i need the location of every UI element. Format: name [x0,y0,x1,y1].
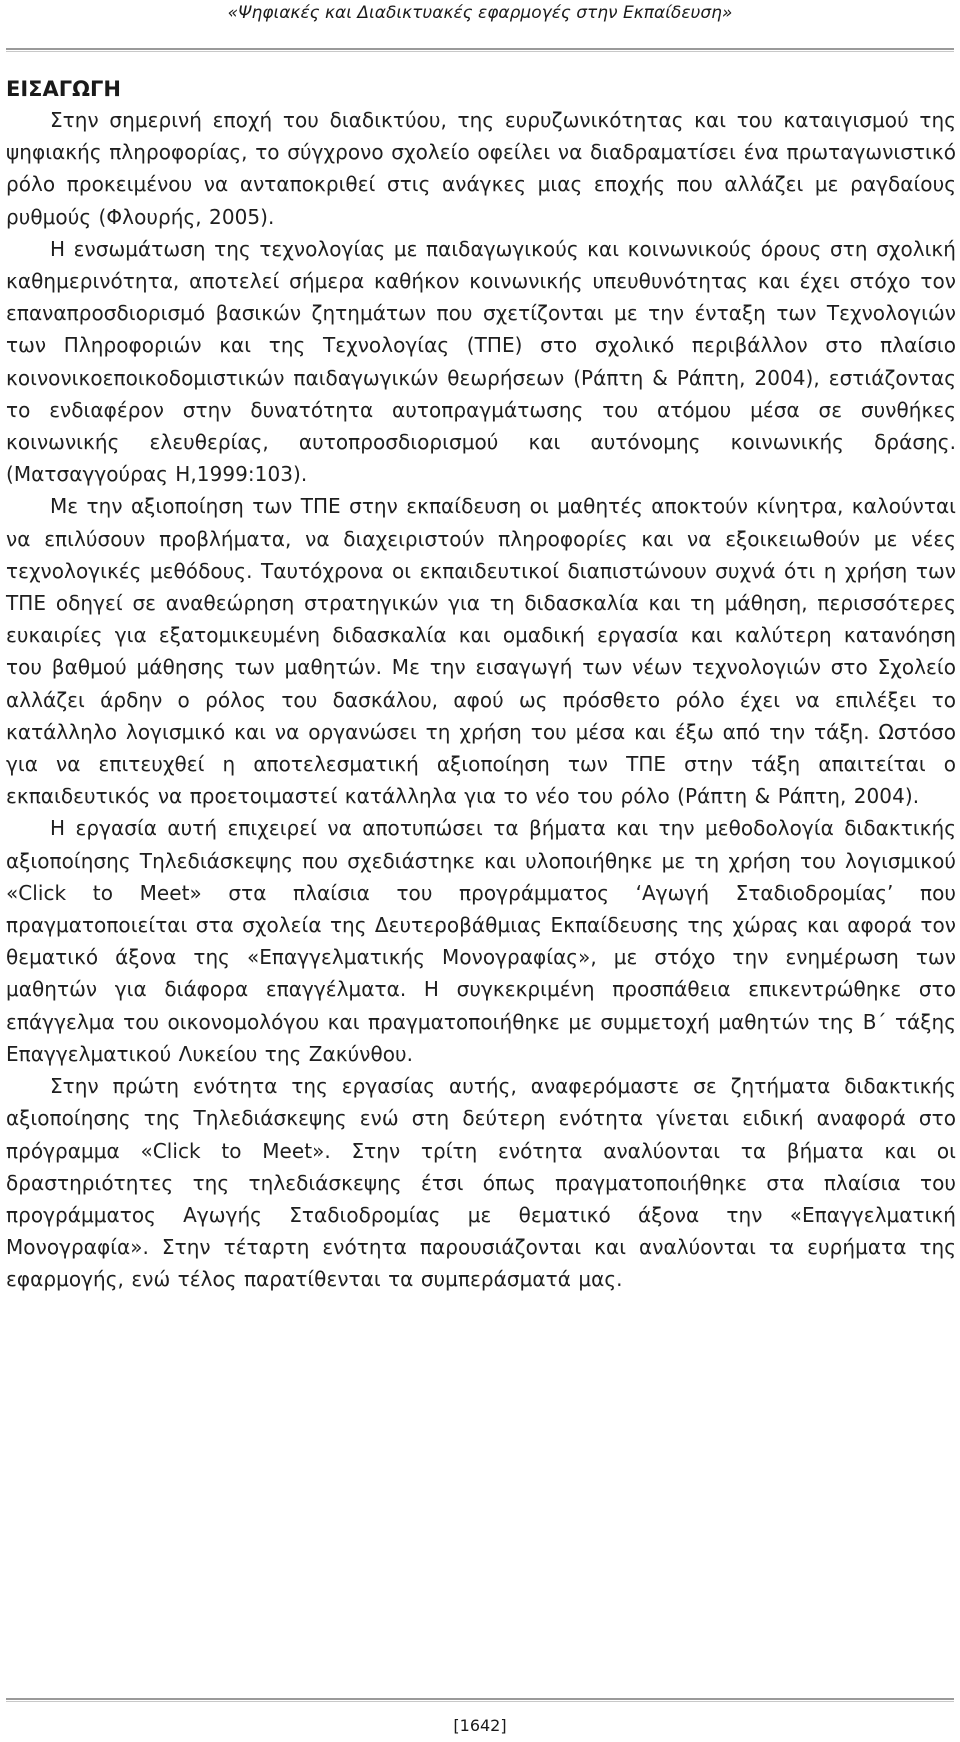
page-header [0,0,960,40]
footer-divider [6,1698,954,1702]
running-header-title: «Ψηφιακές και Διαδικτυακές εφαρμογές στην Εκπαίδευση» [227,3,733,23]
section-heading: ΕΙΣΑΓΩΓΗ [6,77,121,101]
header-divider [6,48,954,52]
body-paragraph: Η ενσωμάτωση της τεχνολογίας με παιδαγωγικούς και κοινωνικούς όρους στη σχολική καθημερινότητα, αποτελεί σήμερα καθήκον κοινωνικής υπευθυνότητας και έχει στόχο τον επαναπροσδιορισμό βασικών ζητημάτων που σχετίζονται με την ένταξη των Τεχνολογιών των Πληροφοριών και της Τεχνολογίας (ΤΠΕ) στο σχολικό περιβάλλον στο πλαίσιο κοινονικοεποικοδομιστικών παιδαγωγικών θεωρήσεων (Ράπτη & Ράπτη, 2004), εστιάζοντας το ενδιαφέρον στην δυνατότητα αυτοπραγμάτωσης του ατόμου μέσα σε συνθήκες κοινωνικής ελευθερίας, αυτοπροσδιορισμού και αυτόνομης κοινωνικής δράσης. (Ματσαγγούρας Η,1999:103). [6,236,956,487]
body-paragraph: Στην σημερινή εποχή του διαδικτύου, της ευρυζωνικότητας και του καταιγισμού της ψηφιακής πληροφορίας, το σύγχρονο σχολείο οφείλει να διαδραματίσει ένα πρωταγωνιστικό ρόλο προκειμένου να ανταποκριθεί στις ανάγκες μιας εποχής που αλλάζει με ραγδαίους ρυθμούς (Φλουρής, 2005). [6,108,956,229]
document-body [6,74,956,1296]
body-paragraph: Η εργασία αυτή επιχειρεί να αποτυπώσει τα βήματα και την μεθοδολογία διδακτικής αξιοποίησης Τηλεδιάσκεψης που σχεδιάστηκε και υλοποιήθηκε με τη χρήση του λογισμικού «Click to Meet» στα πλαίσια του προγράμματος ‘Αγωγή Σταδιοδρομίας’ που πραγματοποιείται στα σχολεία της Δευτεροβάθμιας Εκπαίδευσης της χώρας και αφορά τον θεματικό άξονα της «Επαγγελματικής Μονογραφίας», με στόχο την ενημέρωση των μαθητών για διάφορα επαγγέλματα. Η συγκεκριμένη προσπάθεια επικεντρώθηκε στο επάγγελμα του οικονομολόγου και πραγματοποιήθηκε με συμμετοχή μαθητών της Β΄ τάξης Επαγγελματικού Λυκείου της Ζακύνθου. [6,816,956,1066]
body-paragraph: Στην πρώτη ενότητα της εργασίας αυτής, αναφερόμαστε σε ζητήματα διδακτικής αξιοποίησης της Τηλεδιάσκεψης ενώ στη δεύτερη ενότητα γίνεται ειδική αναφορά στο πρόγραμμα «Click to Meet». Στην τρίτη ενότητα αναλύονται τα βήματα και οι δραστηριότητες της τηλεδιάσκεψης έτσι όπως πραγματοποιήθηκε στα πλαίσια του προγράμματος Αγωγής Σταδιοδρομίας με θεματικό άξονα την «Επαγγελματική Μονογραφία». Στην τέταρτη ενότητα παρουσιάζονται και αναλύονται τα ευρήματα της εφαρμογής, ενώ τέλος παρατίθενται τα συμπεράσματά μας. [6,1074,956,1292]
body-paragraph: Με την αξιοποίηση των ΤΠΕ στην εκπαίδευση οι μαθητές αποκτούν κίνητρα, καλούνται να επιλύσουν προβλήματα, να διαχειριστούν πληροφορίες και να εξοικειωθούν με νέες τεχνολογικές μεθόδους. Ταυτόχρονα οι εκπαιδευτικοί διαπιστώνουν συχνά ότι η χρήση των ΤΠΕ οδηγεί σε αναθεώρηση στρατηγικών για τη διδασκαλία και τη μάθηση, περισσότερες ευκαιρίες για εξατομικευμένη διδασκαλία και ομαδική εργασία και καλύτερη κατανόηση του βαθμού μάθησης των μαθητών. Με την εισαγωγή των νέων τεχνολογιών στο Σχολείο αλλάζει άρδην ο ρόλος του δασκάλου, αφού ως πρόσθετο ρόλο έχει να επιλέξει το κατάλληλο λογισμικό και να οργανώσει τη χρήση του μέσα και έξω από την τάξη. Ωστόσο για να επιτευχθεί η αποτελεσματική αξιοποίηση των ΤΠΕ στην τάξη απαιτείται ο εκπαιδευτικός να προετοιμαστεί κατάλληλα για το νέο του ρόλο (Ράπτη & Ράπτη, 2004). [6,494,956,809]
page-footer [0,1716,960,1736]
page-number: [1642] [453,1716,507,1735]
